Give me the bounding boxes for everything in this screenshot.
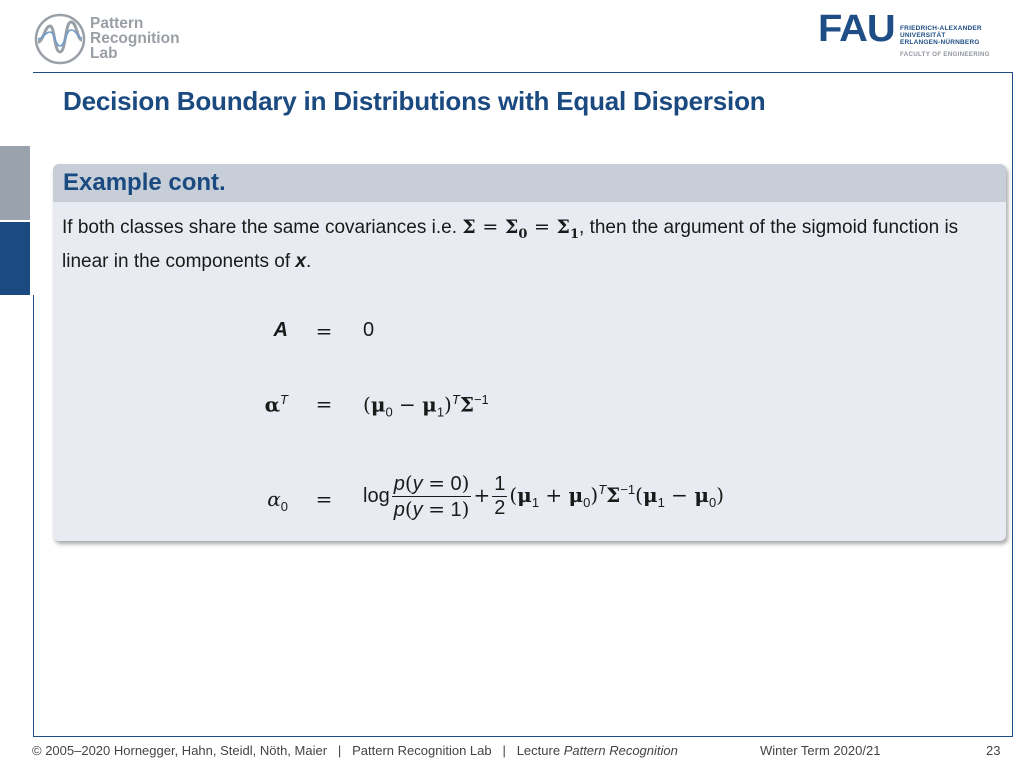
lab-logo-line: Pattern xyxy=(90,15,144,32)
footer-lecture-prefix: Lecture xyxy=(516,743,561,758)
equation-rhs: $(\mu_0 - \mu_1)^T\Sigma^{-1}$ xyxy=(363,392,489,420)
example-block-text xyxy=(62,214,992,275)
section-tab-inactive xyxy=(0,146,30,220)
example-block-title: Example cont. xyxy=(63,169,226,196)
example-block xyxy=(53,164,1006,541)
equation-rhs: log $\frac{p(y = 0)}{p(y = 1)}$ + $\frac{1}{2}$ $(\mu_1 + \mu_0)^T\Sigma^{-1}(\mu_1 - \mu_0)$ xyxy=(363,471,724,521)
lab-logo-line: Lab xyxy=(90,45,118,62)
footer-divider xyxy=(33,736,1013,737)
covariance-condition-math: $\Sigma = \Sigma_0 = \Sigma_1$ xyxy=(462,216,580,242)
header-divider xyxy=(33,72,1013,73)
fau-logo xyxy=(818,10,993,62)
equation-lhs: $\alpha^T$ xyxy=(264,392,288,417)
fau-faculty-label: FACULTY OF ENGINEERING xyxy=(900,51,990,58)
page-number: 23 xyxy=(986,743,1001,758)
footer-lab: Pattern Recognition Lab xyxy=(352,743,492,758)
equation-rhs: 0 xyxy=(363,319,375,341)
right-frame-line xyxy=(1012,72,1013,736)
pattern-recognition-lab-logo xyxy=(33,12,193,68)
text-end: . xyxy=(306,250,312,272)
section-tab-active xyxy=(0,222,30,295)
equation-alpha-0 xyxy=(208,471,908,531)
footer-separator: | xyxy=(337,743,342,758)
equation-lhs: A xyxy=(273,319,288,341)
equation-rel: = xyxy=(315,487,333,511)
slide-title: Decision Boundary in Distributions with Equal Dispersion xyxy=(63,86,766,116)
equation-a xyxy=(208,319,808,349)
footer-term: Winter Term 2020/21 xyxy=(760,743,881,758)
equation-lhs: $\alpha_0$ xyxy=(267,487,288,514)
half-fraction: $\frac{1}{2}$ xyxy=(494,473,506,519)
example-block-header xyxy=(53,164,1006,202)
text-part-2: , then the argument of the sigmoid function is linear in the components of xyxy=(62,217,959,272)
equation-rel: = xyxy=(315,319,333,343)
probability-fraction: $\frac{p(y = 0)}{p(y = 1)}$ xyxy=(393,471,470,521)
fau-logo-word: FAU xyxy=(818,8,895,50)
x-symbol: x xyxy=(295,250,306,272)
text-part-1: If both classes share the same covariances i.e. xyxy=(62,217,457,238)
left-frame-line xyxy=(33,295,34,736)
footer-copyright: © 2005–2020 Hornegger, Hahn, Steidl, Nöth, Maier xyxy=(32,743,328,758)
footer-credits xyxy=(32,743,678,758)
equation-rel: = xyxy=(315,392,333,416)
lab-logo-line: Recognition xyxy=(90,30,180,47)
fau-logo-line: UNIVERSITÄT xyxy=(900,32,946,39)
footer-lecture-name: Pattern Recognition xyxy=(563,743,678,758)
lab-logo-icon xyxy=(33,12,87,66)
equation-alpha-t xyxy=(208,392,808,428)
footer-separator: | xyxy=(502,743,506,758)
fau-logo-line: FRIEDRICH-ALEXANDER xyxy=(900,25,982,32)
fau-logo-line: ERLANGEN-NÜRNBERG xyxy=(900,39,980,46)
